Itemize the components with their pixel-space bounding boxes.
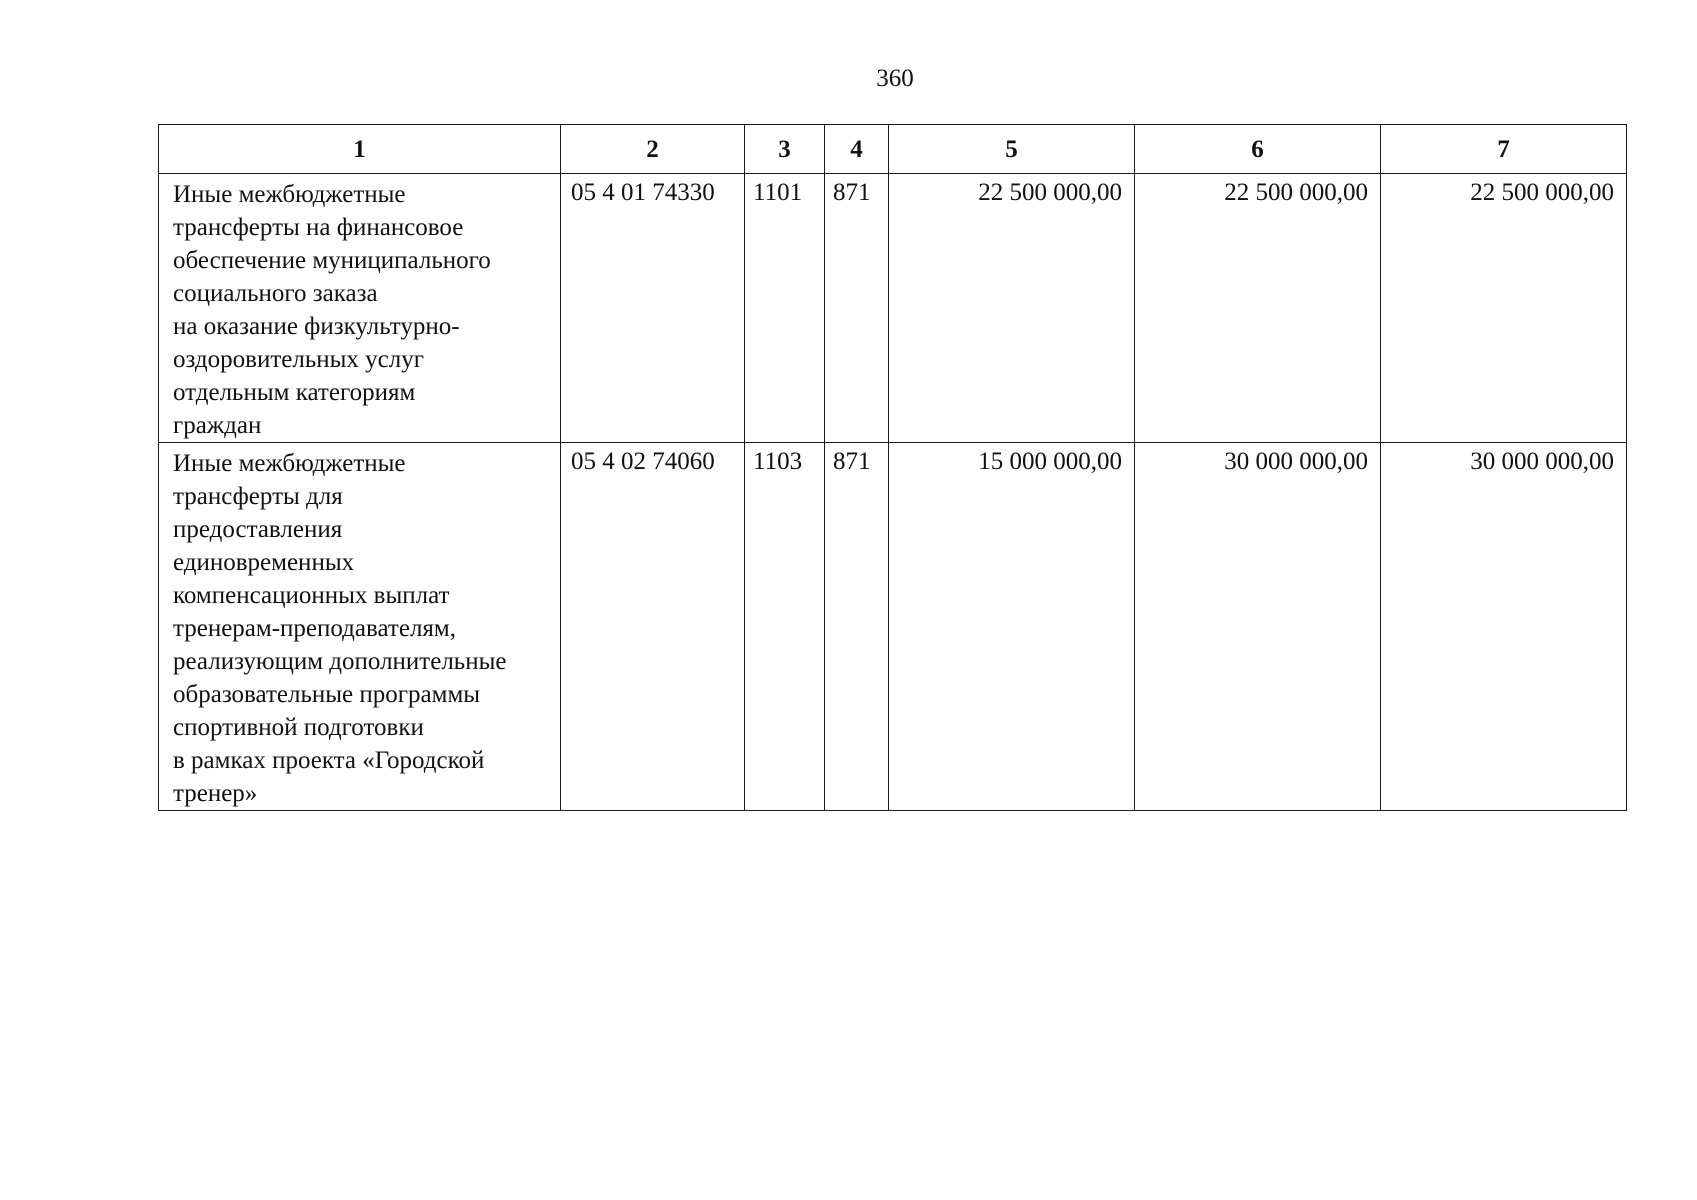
section-code-cell: 1101 (745, 174, 825, 443)
expense-type-cell: 871 (825, 174, 889, 443)
table-row (159, 174, 1627, 443)
amount-cell-col7: 30 000 000,00 (1381, 443, 1627, 811)
target-code-cell: 05 4 01 74330 (561, 174, 745, 443)
section-code-cell: 1103 (745, 443, 825, 811)
page-number: 360 (876, 65, 914, 92)
amount-cell-col5: 22 500 000,00 (889, 174, 1135, 443)
budget-table (158, 124, 1627, 811)
column-header-5: 5 (889, 125, 1135, 174)
row-name-cell: Иные межбюджетные трансферты для предоставления единовременных компенсационных выплат тренерам-преподавателям, реализующим дополнительные образовательные программы спортивной подготовки в рамках проекта «Городской тренер» (159, 443, 561, 811)
header-row (159, 125, 1627, 174)
column-header-4: 4 (825, 125, 889, 174)
expense-type-cell: 871 (825, 443, 889, 811)
row-name-cell: Иные межбюджетные трансферты на финансовое обеспечение муниципального социального заказа на оказание физкультурно- оздоровительных услуг отдельным категориям граждан (159, 174, 561, 443)
column-header-7: 7 (1381, 125, 1627, 174)
amount-cell-col5: 15 000 000,00 (889, 443, 1135, 811)
amount-cell-col7: 22 500 000,00 (1381, 174, 1627, 443)
amount-cell-col6: 30 000 000,00 (1135, 443, 1381, 811)
column-header-2: 2 (561, 125, 745, 174)
amount-cell-col6: 22 500 000,00 (1135, 174, 1381, 443)
table-row (159, 443, 1627, 811)
target-code-cell: 05 4 02 74060 (561, 443, 745, 811)
column-header-3: 3 (745, 125, 825, 174)
column-header-6: 6 (1135, 125, 1381, 174)
column-header-1: 1 (159, 125, 561, 174)
